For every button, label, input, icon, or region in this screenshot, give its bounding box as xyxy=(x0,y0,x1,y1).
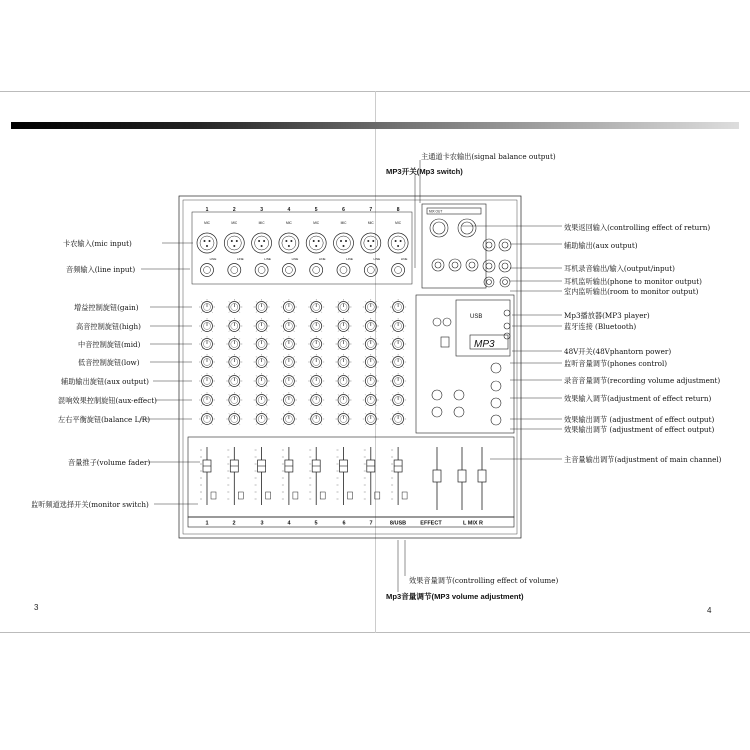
channel-number: 3 xyxy=(260,207,263,213)
svg-text:MIX OUT: MIX OUT xyxy=(429,209,443,214)
label-signal-balance-output: 主通道卡农输出(signal balance output) xyxy=(421,152,556,161)
label-effect-output-2: 效果输出调节 (adjustment of effect output) xyxy=(564,425,715,434)
label-effect-return: 效果返回输入(controlling effect of return) xyxy=(564,223,711,232)
label-effect-output-1: 效果输出调节 (adjustment of effect output) xyxy=(564,415,715,424)
monitor-switch[interactable] xyxy=(211,492,216,499)
master-fader-cap[interactable] xyxy=(433,470,441,482)
label-mp3-volume: Mp3音量调节(MP3 volume adjustment) xyxy=(386,592,524,601)
master-fader-cap[interactable] xyxy=(458,470,466,482)
channel-number: 2 xyxy=(232,207,236,213)
mic-label: MIC xyxy=(204,221,210,225)
channel-number: 8 xyxy=(396,207,400,213)
mic-label: MIC xyxy=(231,221,238,225)
label-volume-fader: 音量推子(volume fader) xyxy=(68,458,151,467)
mp3-display-text: MP3 xyxy=(474,339,495,350)
label-low: 低音控制旋钮(low) xyxy=(78,358,140,367)
mic-label: MIC xyxy=(313,221,320,225)
mic-label: MIC xyxy=(367,221,374,225)
label-mp3-player: Mp3播放器(MP3 player) xyxy=(564,311,650,320)
line-label: LINE xyxy=(236,257,244,261)
line-input-jack[interactable] xyxy=(392,264,405,277)
line-input-jack[interactable] xyxy=(228,264,241,277)
channel-number: 6 xyxy=(342,207,345,213)
label-mic-input: 卡农输入(mic input) xyxy=(63,239,132,248)
monitor-switch[interactable] xyxy=(293,492,298,499)
line-label: LINE xyxy=(400,257,408,261)
master-fader-cap[interactable] xyxy=(478,470,486,482)
line-input-jack[interactable] xyxy=(337,264,350,277)
strip-label: L MIX R xyxy=(462,520,484,527)
line-label: LINE xyxy=(209,257,217,261)
label-bluetooth: 蓝牙连接 (Bluetooth) xyxy=(564,322,637,331)
strip-label: EFFECT xyxy=(420,520,442,527)
line-label: LINE xyxy=(264,257,271,261)
usb-text: USB xyxy=(470,314,483,320)
mic-label: MIC xyxy=(340,221,347,225)
strip-label: 6 xyxy=(342,520,346,527)
monitor-switch[interactable] xyxy=(238,492,243,499)
strip-label: 3 xyxy=(260,520,264,527)
mic-label: MIC xyxy=(395,221,402,225)
label-line-input: 音频输入(line input) xyxy=(66,265,136,274)
line-label: LINE xyxy=(318,257,326,261)
strip-label: 7 xyxy=(369,520,373,527)
strip-label: 4 xyxy=(287,520,291,527)
label-output-input: 耳机录音输出/输入(output/input) xyxy=(564,264,675,273)
label-aux-effect: 混响效果控制旋钮(aux-effect) xyxy=(58,396,157,405)
mic-label: MIC xyxy=(258,221,265,225)
channel-number: 4 xyxy=(287,207,291,213)
line-label: LINE xyxy=(346,257,353,261)
page-number-left: 3 xyxy=(34,603,39,612)
monitor-switch[interactable] xyxy=(320,492,325,499)
label-aux-output-right: 辅助输出(aux output) xyxy=(564,241,638,250)
label-48v: 48V开关(48Vphantorn power) xyxy=(564,347,672,356)
label-monitor-switch: 监听频道选择开关(monitor switch) xyxy=(31,500,149,509)
strip-label: 1 xyxy=(205,520,209,527)
monitor-switch[interactable] xyxy=(348,492,353,499)
line-input-jack[interactable] xyxy=(282,264,295,277)
label-aux-output: 辅助输出旋钮(aux output) xyxy=(61,377,149,386)
strip-label: 8/USB xyxy=(389,520,407,527)
label-balance: 左右平衡旋钮(balance L/R) xyxy=(58,415,151,424)
line-label: LINE xyxy=(373,257,381,261)
channel-number: 7 xyxy=(369,207,373,213)
monitor-switch[interactable] xyxy=(375,492,380,499)
page-number-right: 4 xyxy=(707,606,712,615)
label-phones-control: 监听音量调节(phones control) xyxy=(564,359,668,368)
label-main-channel: 主音量输出调节(adjustment of main channel) xyxy=(564,455,722,464)
line-input-jack[interactable] xyxy=(255,264,268,277)
channel-number: 1 xyxy=(205,207,209,213)
mic-label: MIC xyxy=(285,221,292,225)
monitor-switch[interactable] xyxy=(402,492,407,499)
label-effect-return-adjust: 效果输入调节(adjustment of effect return) xyxy=(564,394,712,403)
line-input-jack[interactable] xyxy=(310,264,323,277)
label-mp3-switch: MP3开关(Mp3 switch) xyxy=(386,167,463,176)
label-high: 高音控制旋钮(high) xyxy=(76,322,141,331)
line-input-jack[interactable] xyxy=(201,264,214,277)
label-recording-volume: 录音音量调节(recording volume adjustment) xyxy=(564,376,721,385)
strip-label: 5 xyxy=(314,520,318,527)
monitor-switch[interactable] xyxy=(266,492,271,499)
strip-label: 2 xyxy=(232,520,236,527)
label-effect-volume: 效果音量调节(controlling effect of volume) xyxy=(409,576,559,585)
line-input-jack[interactable] xyxy=(364,264,377,277)
line-label: LINE xyxy=(291,257,299,261)
label-room-monitor: 室内监听输出(room to monitor output) xyxy=(564,287,699,296)
channel-number: 5 xyxy=(314,207,318,213)
label-mid: 中音控制旋钮(mid) xyxy=(78,340,141,349)
label-gain: 增益控制旋钮(gain) xyxy=(74,303,139,312)
label-phone-monitor: 耳机监听输出(phone to monitor output) xyxy=(564,277,702,286)
